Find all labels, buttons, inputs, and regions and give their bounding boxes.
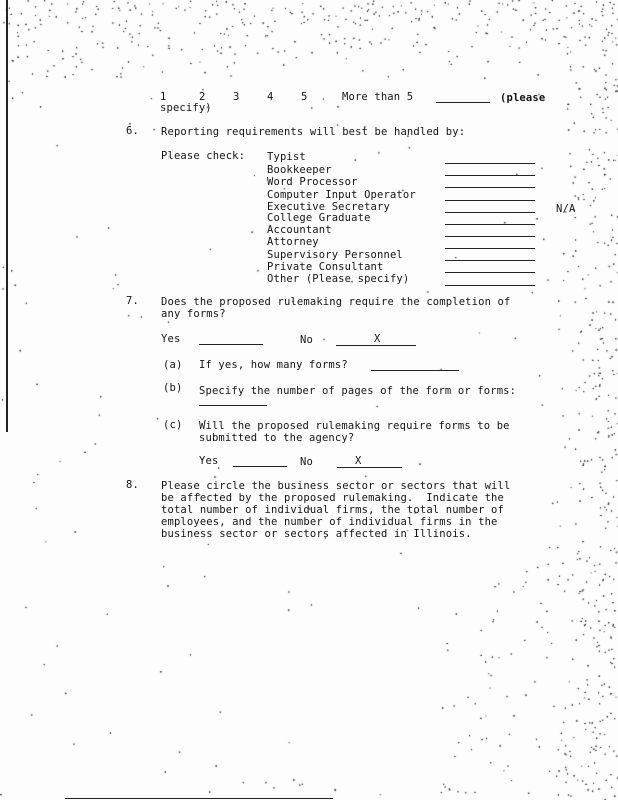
q7-number: 7. bbox=[126, 295, 139, 307]
q7c-label: (c) bbox=[163, 419, 183, 431]
option-2: 2 bbox=[199, 91, 206, 103]
q7c-no-blank bbox=[337, 467, 402, 468]
item-other: Other (Please specify) bbox=[267, 273, 410, 285]
q7c-line2: submitted to the agency? bbox=[199, 432, 355, 444]
please-check-label: Please check: bbox=[161, 150, 246, 162]
q8-line4: employees, and the number of individual firms in the bbox=[161, 516, 498, 528]
item-computer-input-operator: Computer Input Operator bbox=[267, 189, 416, 201]
option-3: 3 bbox=[233, 91, 240, 103]
more-than-blank bbox=[436, 102, 490, 103]
q7-yes-label: Yes bbox=[161, 333, 181, 345]
q7a-text: If yes, how many forms? bbox=[199, 359, 348, 371]
blank-bookkeeper bbox=[445, 175, 535, 176]
q8-line3: total number of individual firms, the total number of bbox=[161, 504, 504, 516]
blank-accountant bbox=[445, 236, 535, 237]
q7c-no-mark: X bbox=[355, 455, 362, 467]
option-5: 5 bbox=[301, 91, 308, 103]
q8-number: 8. bbox=[126, 479, 139, 491]
please-text: (please bbox=[500, 92, 546, 104]
scan-edge-line bbox=[6, 0, 8, 432]
q8-line1: Please circle the business sector or sectors that will bbox=[161, 480, 511, 492]
item-bookkeeper: Bookkeeper bbox=[267, 164, 332, 176]
blank-word-processor bbox=[445, 187, 535, 188]
blank-attorney bbox=[445, 248, 535, 249]
q8-line2: be affected by the proposed rulemaking. Indicate the bbox=[161, 492, 504, 504]
q7-no-mark: X bbox=[374, 333, 381, 345]
q7b-label: (b) bbox=[163, 382, 183, 394]
q7-no-blank bbox=[336, 345, 416, 346]
item-supervisory-personnel: Supervisory Personnel bbox=[267, 249, 403, 261]
q7b-blank bbox=[199, 405, 267, 406]
q7b-text: Specify the number of pages of the form or forms: bbox=[199, 385, 517, 397]
option-more-than-5: More than 5 bbox=[342, 91, 414, 103]
option-1: 1 bbox=[160, 91, 167, 103]
blank-executive-secretary bbox=[445, 212, 535, 213]
specify-text: specify) bbox=[160, 102, 212, 114]
item-college-graduate: College Graduate bbox=[267, 212, 371, 224]
item-accountant: Accountant bbox=[267, 224, 332, 236]
q7-question-line1: Does the proposed rulemaking require the completion of bbox=[161, 296, 511, 308]
blank-other bbox=[445, 285, 535, 286]
q7c-yes-blank bbox=[233, 466, 287, 467]
q7-no-label: No bbox=[300, 334, 313, 346]
item-private-consultant: Private Consultant bbox=[267, 261, 384, 273]
q7a-blank bbox=[371, 370, 459, 371]
blank-computer-input-operator bbox=[445, 200, 535, 201]
blank-supervisory-personnel bbox=[445, 260, 535, 261]
item-attorney: Attorney bbox=[267, 236, 319, 248]
footer-rule bbox=[65, 798, 333, 799]
q7a-label: (a) bbox=[163, 359, 183, 371]
margin-note-na: N/A bbox=[556, 203, 576, 215]
q7c-yes-label: Yes bbox=[199, 455, 219, 467]
q6-question: Reporting requirements will best be handled by: bbox=[161, 126, 466, 138]
option-4: 4 bbox=[267, 91, 274, 103]
q7-question-line2: any forms? bbox=[161, 308, 226, 320]
blank-private-consultant bbox=[445, 272, 535, 273]
item-word-processor: Word Processor bbox=[267, 176, 358, 188]
q7-yes-blank bbox=[199, 344, 263, 345]
q8-line5: business sector or sectors affected in Illinois. bbox=[161, 528, 472, 540]
blank-typist bbox=[445, 163, 535, 164]
item-executive-secretary: Executive Secretary bbox=[267, 201, 390, 213]
q6-number: 6. bbox=[126, 125, 139, 137]
q7c-no-label: No bbox=[300, 456, 313, 468]
item-typist: Typist bbox=[267, 151, 306, 163]
q7c-line1: Will the proposed rulemaking require forms to be bbox=[199, 420, 510, 432]
blank-college-graduate bbox=[445, 224, 535, 225]
